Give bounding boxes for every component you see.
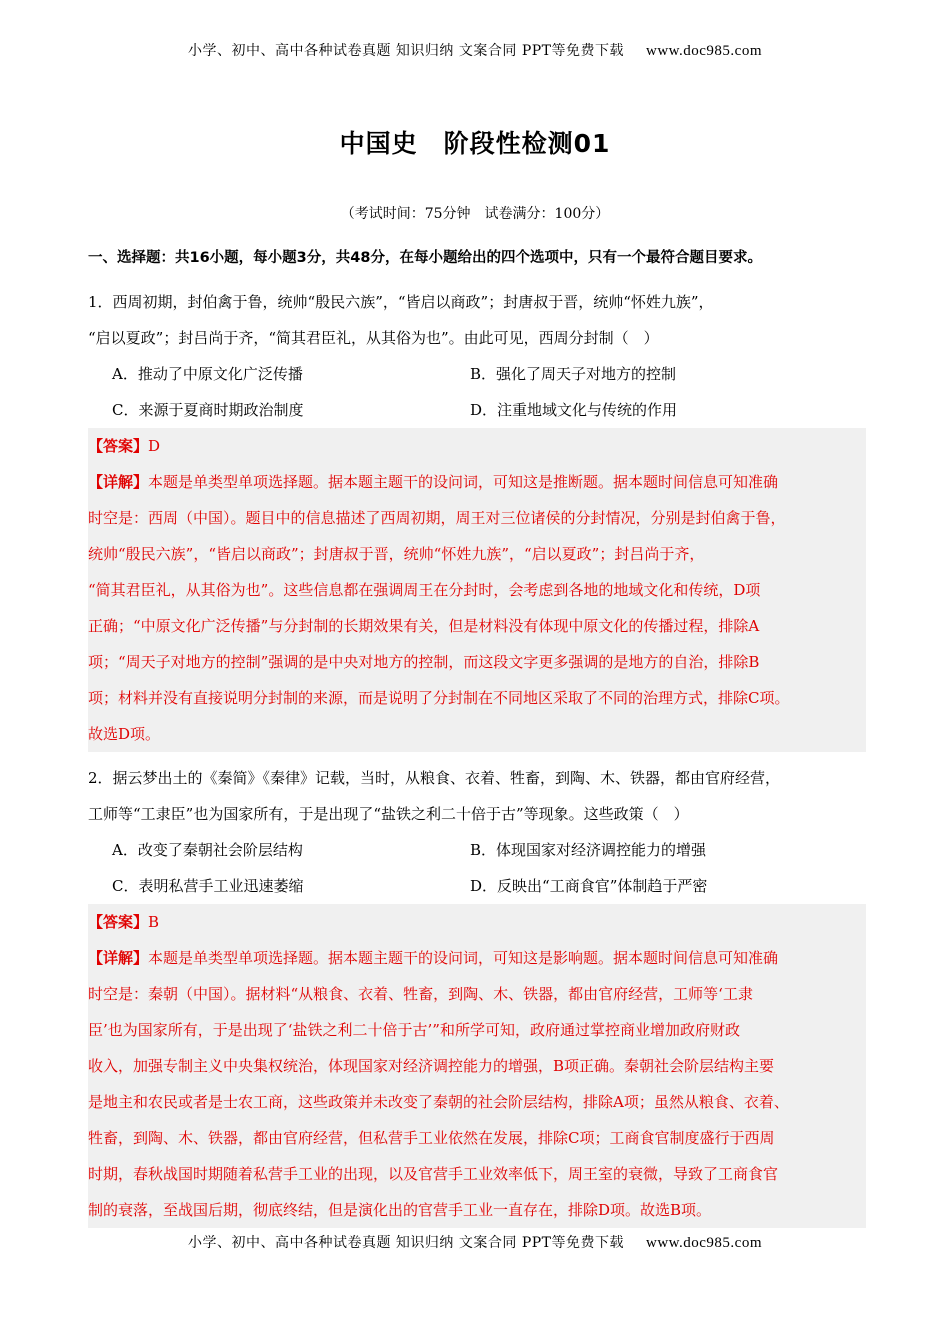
option-row [88, 392, 866, 428]
detail-line: 统帅“殷民六族”，“皆启以商政”；封唐叔于晋，统帅“怀姓九族”，“启以夏政”；封吕尚于齐， [88, 545, 705, 563]
detail-line: 项；材料并没有直接说明分封制的来源，而是说明了分封制在不同地区采取了不同的治理方式，排除C项。 [88, 689, 790, 707]
exam-info: （考试时间：75分钟 试卷满分：100分） [340, 206, 610, 222]
header-text: 小学、初中、高中各种试卷真题 知识归纳 文案合同 PPT等免费下载 [187, 43, 624, 59]
answer-line [88, 428, 866, 464]
section-heading: 一、选择题：共16小题，每小题3分，共48分，在每小题给出的四个选项中，只有一个最符合题目要求。 [88, 250, 762, 266]
answer-label: 【答案】 [88, 437, 149, 455]
question-stem-line: 1．西周初期，封伯禽于鲁，统帅“殷民六族”，“皆启以商政”；封唐叔于晋，统帅“怀姓九族”， [88, 293, 714, 311]
question-stem-line: “启以夏政”；封吕尚于齐，“简其君臣礼，从其俗为也”。由此可见，西周分封制（ ） [88, 329, 659, 347]
option-c[interactable]: C．来源于夏商时期政治制度 [112, 401, 304, 419]
page-title: 中国史 阶段性检测01 [339, 129, 611, 158]
option-row [88, 868, 866, 904]
option-a[interactable]: A．推动了中原文化广泛传播 [112, 365, 303, 383]
detail-line: 正确；“中原文化广泛传播”与分封制的长期效果有关，但是材料没有体现中原文化的传播过程，排除A [88, 617, 760, 635]
option-c[interactable]: C．表明私营手工业迅速萎缩 [112, 877, 304, 895]
option-b[interactable]: B．体现国家对经济调控能力的增强 [470, 841, 707, 859]
page-footer [0, 1232, 950, 1252]
option-d[interactable]: D．注重地域文化与传统的作用 [470, 401, 678, 419]
detail-line: 收入，加强专制主义中央集权统治，体现国家对经济调控能力的增强，B项正确。秦朝社会阶层结构主要 [88, 1057, 775, 1075]
option-row [88, 356, 866, 392]
detail-line: 时空是：西周（中国）。题目中的信息描述了西周初期，周王对三位诸侯的分封情况，分别是封伯禽于鲁， [88, 509, 786, 527]
header-site-link[interactable]: www.doc985.com [646, 43, 763, 59]
detail-line: 项；“周天子对地方的控制”强调的是中央对地方的控制，而这段文字更多强调的是地方的自治，排除B [88, 653, 760, 671]
option-d[interactable]: D．反映出“工商食官”体制趋于严密 [470, 877, 708, 895]
detail-line: 时期，春秋战国时期随着私营手工业的出现，以及官营手工业效率低下，周王室的衰微，导致了工商食官 [88, 1165, 779, 1183]
answer-line [88, 904, 866, 940]
detail-line [88, 464, 866, 500]
page-header [0, 40, 950, 60]
question-stem-line: 2．据云梦出土的《秦简》《秦律》记载，当时，从粮食、衣着、牲畜，到陶、木、铁器，都由官府经营， [88, 769, 781, 787]
option-a[interactable]: A．改变了秦朝社会阶层结构 [112, 841, 303, 859]
answer-block [88, 428, 866, 752]
detail-text: 本题是单类型单项选择题。据本题主题干的设问词，可知这是推断题。据本题时间信息可知准确 [148, 473, 779, 491]
footer-text: 小学、初中、高中各种试卷真题 知识归纳 文案合同 PPT等免费下载 [187, 1235, 624, 1251]
detail-line [88, 940, 866, 976]
detail-line: 是地主和农民或者是士农工商，这些政策并未改变了秦朝的社会阶层结构，排除A项；虽然从粮食、衣着、 [88, 1093, 789, 1111]
footer-site-link[interactable]: www.doc985.com [646, 1235, 763, 1251]
answer-label: 【答案】 [88, 913, 149, 931]
question-1 [88, 284, 866, 752]
answer-value: D [148, 437, 161, 455]
detail-label: 【详解】 [88, 949, 149, 967]
detail-line: 时空是：秦朝（中国）。据材料“从粮食、衣着、牲畜，到陶、木、铁器，都由官府经营，工师等‘工隶 [88, 985, 753, 1003]
detail-label: 【详解】 [88, 473, 149, 491]
option-row [88, 832, 866, 868]
answer-block [88, 904, 866, 1228]
question-2 [88, 760, 866, 1228]
detail-line: 故选D项。 [88, 725, 161, 743]
option-b[interactable]: B．强化了周天子对地方的控制 [470, 365, 677, 383]
detail-line: 制的衰落，至战国后期，彻底终结，但是演化出的官营手工业一直存在，排除D项。故选B项。 [88, 1201, 712, 1219]
detail-line: “简其君臣礼，从其俗为也”。这些信息都在强调周王在分封时，会考虑到各地的地域文化和传统，D项 [88, 581, 761, 599]
detail-line: 臣’也为国家所有，于是出现了‘盐铁之利二十倍于古’”和所学可知，政府通过掌控商业增加政府财政 [88, 1021, 740, 1039]
detail-text: 本题是单类型单项选择题。据本题主题干的设问词，可知这是影响题。据本题时间信息可知准确 [148, 949, 779, 967]
answer-value: B [148, 913, 160, 931]
question-stem-line: 工师等“工隶臣”也为国家所有，于是出现了“盐铁之利二十倍于古”等现象。这些政策（ ） [88, 805, 689, 823]
detail-line: 牲畜，到陶、木、铁器，都由官府经营，但私营手工业依然在发展，排除C项；工商食官制度盛行于西周 [88, 1129, 775, 1147]
